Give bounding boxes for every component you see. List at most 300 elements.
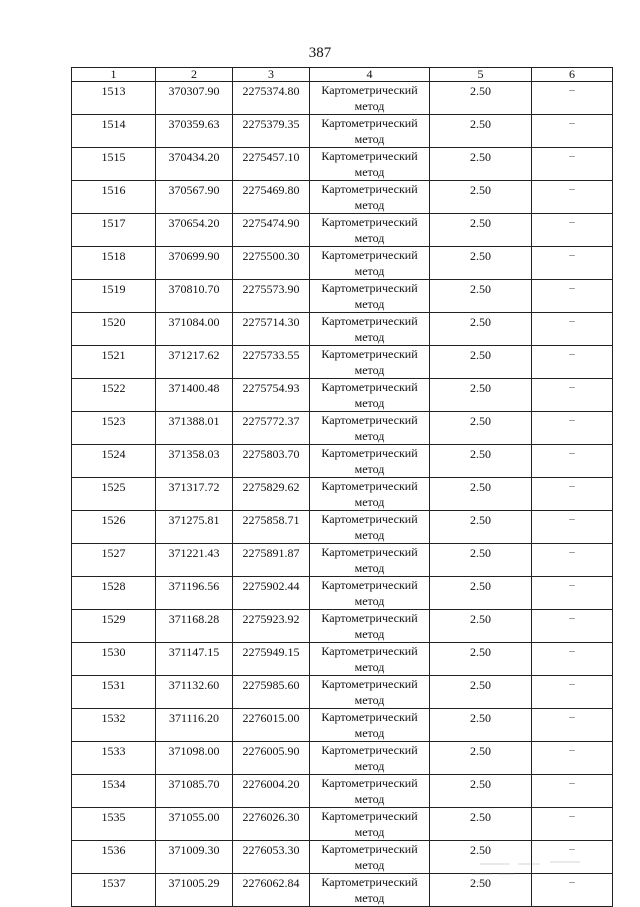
method-line-2: метод: [354, 825, 385, 839]
table-row: [72, 412, 613, 445]
method-line-1: Картометрический: [321, 512, 418, 526]
cell-note: [532, 478, 613, 511]
cell-note-text: –: [569, 612, 575, 624]
cell-point-number: [72, 181, 156, 214]
cell-x-coordinate-text: 370810.70: [168, 282, 220, 296]
cell-point-number-text: 1516: [101, 183, 126, 197]
cell-method: [310, 445, 430, 478]
cell-point-number: [72, 577, 156, 610]
cell-x-coordinate: [156, 313, 233, 346]
cell-x-coordinate: [156, 346, 233, 379]
cell-point-number-text: 1534: [101, 777, 126, 791]
cell-note: [532, 808, 613, 841]
cell-error-text: 2.50: [470, 282, 491, 296]
method-line-1: Картометрический: [321, 149, 418, 163]
cell-point-number-text: 1526: [101, 513, 126, 527]
cell-x-coordinate: [156, 610, 233, 643]
method-line-2: метод: [354, 528, 385, 542]
method-line-1: Картометрический: [321, 710, 418, 724]
cell-y-coordinate-text: 2275803.70: [242, 447, 300, 461]
cell-note-text: –: [569, 381, 575, 393]
cell-note: [532, 313, 613, 346]
cell-point-number-text: 1525: [101, 480, 126, 494]
cell-error: [430, 82, 532, 115]
header-cell-y: 3: [233, 68, 310, 82]
cell-x-coordinate: [156, 775, 233, 808]
cell-y-coordinate-text: 2275772.37: [242, 414, 300, 428]
cell-note-text: –: [569, 150, 575, 162]
cell-point-number-text: 1521: [101, 348, 126, 362]
method-line-2: метод: [354, 363, 385, 377]
cell-x-coordinate-text: 371388.01: [168, 414, 220, 428]
cell-point-number: [72, 709, 156, 742]
cell-point-number: [72, 148, 156, 181]
table-row: [72, 709, 613, 742]
cell-x-coordinate-text: 370654.20: [168, 216, 220, 230]
cell-point-number: [72, 610, 156, 643]
method-line-1: Картометрический: [321, 644, 418, 658]
table-row: [72, 214, 613, 247]
cell-x-coordinate-text: 371317.72: [168, 480, 220, 494]
table-row: [72, 676, 613, 709]
header-cell-method: 4: [310, 68, 430, 82]
cell-point-number-text: 1517: [101, 216, 126, 230]
cell-point-number-text: 1514: [101, 117, 126, 131]
cell-method: [310, 379, 430, 412]
method-line-1: Картометрический: [321, 578, 418, 592]
cell-y-coordinate: [233, 445, 310, 478]
cell-x-coordinate: [156, 82, 233, 115]
cell-x-coordinate: [156, 511, 233, 544]
cell-x-coordinate: [156, 544, 233, 577]
cell-point-number: [72, 544, 156, 577]
cell-point-number: [72, 676, 156, 709]
cell-method: [310, 841, 430, 874]
header-cell-x: 2: [156, 68, 233, 82]
cell-point-number: [72, 841, 156, 874]
cell-error-text: 2.50: [470, 381, 491, 395]
cell-y-coordinate: [233, 643, 310, 676]
cell-y-coordinate: [233, 313, 310, 346]
method-line-2: метод: [354, 396, 385, 410]
cell-note-text: –: [569, 282, 575, 294]
cell-error-text: 2.50: [470, 678, 491, 692]
cell-error: [430, 214, 532, 247]
header-cell-point-number: 1: [72, 68, 156, 82]
cell-error: [430, 280, 532, 313]
cell-error-text: 2.50: [470, 414, 491, 428]
method-line-1: Картометрический: [321, 875, 418, 889]
cell-note-text: –: [569, 348, 575, 360]
cell-note-text: –: [569, 711, 575, 723]
method-line-1: Картометрический: [321, 182, 418, 196]
table-row: [72, 742, 613, 775]
table-row: [72, 379, 613, 412]
cell-x-coordinate: [156, 445, 233, 478]
cell-error: [430, 478, 532, 511]
cell-error: [430, 379, 532, 412]
cell-y-coordinate-text: 2275733.55: [242, 348, 300, 362]
method-line-2: метод: [354, 891, 385, 905]
cell-error: [430, 511, 532, 544]
table-row: [72, 280, 613, 313]
method-line-1: Картометрический: [321, 842, 418, 856]
cell-x-coordinate-text: 370699.90: [168, 249, 220, 263]
cell-method: [310, 610, 430, 643]
cell-x-coordinate: [156, 412, 233, 445]
method-line-2: метод: [354, 132, 385, 146]
cell-note-text: –: [569, 546, 575, 558]
method-line-2: метод: [354, 297, 385, 311]
cell-method: [310, 280, 430, 313]
cell-note-text: –: [569, 843, 575, 855]
cell-point-number: [72, 643, 156, 676]
cell-method: [310, 742, 430, 775]
cell-y-coordinate-text: 2276005.90: [242, 744, 300, 758]
cell-method: [310, 214, 430, 247]
cell-y-coordinate-text: 2276026.30: [242, 810, 300, 824]
cell-y-coordinate: [233, 808, 310, 841]
cell-x-coordinate: [156, 841, 233, 874]
cell-y-coordinate: [233, 280, 310, 313]
method-line-2: метод: [354, 627, 385, 641]
cell-x-coordinate-text: 370307.90: [168, 84, 220, 98]
table-row: [72, 610, 613, 643]
cell-y-coordinate: [233, 148, 310, 181]
cell-method: [310, 643, 430, 676]
cell-x-coordinate-text: 371221.43: [168, 546, 220, 560]
cell-error: [430, 643, 532, 676]
method-line-2: метод: [354, 594, 385, 608]
cell-point-number-text: 1527: [101, 546, 126, 560]
cell-point-number: [72, 115, 156, 148]
faint-stamp-marks: [470, 858, 590, 888]
method-line-2: метод: [354, 330, 385, 344]
method-line-2: метод: [354, 429, 385, 443]
cell-y-coordinate: [233, 709, 310, 742]
method-line-1: Картометрический: [321, 314, 418, 328]
cell-x-coordinate-text: 370434.20: [168, 150, 220, 164]
cell-note-text: –: [569, 315, 575, 327]
cell-error-text: 2.50: [470, 876, 491, 890]
cell-point-number: [72, 478, 156, 511]
cell-x-coordinate-text: 370567.90: [168, 183, 220, 197]
method-line-1: Картометрический: [321, 215, 418, 229]
method-line-2: метод: [354, 858, 385, 872]
cell-point-number-text: 1536: [101, 843, 126, 857]
method-line-1: Картометрический: [321, 83, 418, 97]
cell-x-coordinate: [156, 577, 233, 610]
cell-point-number-text: 1515: [101, 150, 126, 164]
cell-y-coordinate: [233, 82, 310, 115]
cell-note-text: –: [569, 579, 575, 591]
cell-point-number-text: 1533: [101, 744, 126, 758]
method-line-2: метод: [354, 759, 385, 773]
cell-point-number-text: 1530: [101, 645, 126, 659]
cell-x-coordinate-text: 371132.60: [168, 678, 220, 692]
method-line-2: метод: [354, 264, 385, 278]
method-line-2: метод: [354, 792, 385, 806]
cell-note: [532, 544, 613, 577]
cell-error: [430, 247, 532, 280]
cell-x-coordinate-text: 371275.81: [168, 513, 220, 527]
method-line-1: Картометрический: [321, 611, 418, 625]
cell-error-text: 2.50: [470, 249, 491, 263]
method-line-1: Картометрический: [321, 281, 418, 295]
cell-y-coordinate-text: 2275754.93: [242, 381, 300, 395]
cell-error: [430, 313, 532, 346]
cell-note: [532, 511, 613, 544]
cell-method: [310, 676, 430, 709]
cell-y-coordinate: [233, 577, 310, 610]
cell-error-text: 2.50: [470, 546, 491, 560]
cell-x-coordinate-text: 370359.63: [168, 117, 220, 131]
table-row: [72, 544, 613, 577]
cell-x-coordinate-text: 371009.30: [168, 843, 220, 857]
cell-error-text: 2.50: [470, 150, 491, 164]
cell-note: [532, 280, 613, 313]
cell-y-coordinate-text: 2276004.20: [242, 777, 300, 791]
cell-note: [532, 412, 613, 445]
cell-note: [532, 346, 613, 379]
cell-method: [310, 313, 430, 346]
cell-error-text: 2.50: [470, 777, 491, 791]
table-row: [72, 247, 613, 280]
cell-note: [532, 577, 613, 610]
cell-note: [532, 775, 613, 808]
method-line-1: Картометрический: [321, 413, 418, 427]
header-cell-error: 5: [430, 68, 532, 82]
cell-error-text: 2.50: [470, 645, 491, 659]
cell-y-coordinate-text: 2275949.15: [242, 645, 300, 659]
cell-y-coordinate-text: 2275985.60: [242, 678, 300, 692]
cell-note-text: –: [569, 810, 575, 822]
cell-x-coordinate: [156, 148, 233, 181]
cell-note: [532, 610, 613, 643]
cell-y-coordinate: [233, 346, 310, 379]
cell-method: [310, 346, 430, 379]
cell-point-number-text: 1513: [101, 84, 126, 98]
cell-y-coordinate: [233, 247, 310, 280]
method-line-1: Картометрический: [321, 743, 418, 757]
table-row: [72, 313, 613, 346]
method-line-1: Картометрический: [321, 677, 418, 691]
cell-y-coordinate-text: 2275891.87: [242, 546, 300, 560]
cell-point-number: [72, 445, 156, 478]
cell-y-coordinate: [233, 115, 310, 148]
cell-x-coordinate-text: 371116.20: [168, 711, 220, 725]
cell-method: [310, 808, 430, 841]
cell-x-coordinate: [156, 214, 233, 247]
cell-y-coordinate-text: 2276015.00: [242, 711, 300, 725]
cell-x-coordinate: [156, 379, 233, 412]
cell-x-coordinate-text: 371196.56: [168, 579, 220, 593]
cell-error: [430, 742, 532, 775]
cell-point-number: [72, 214, 156, 247]
cell-point-number-text: 1531: [101, 678, 126, 692]
cell-point-number: [72, 775, 156, 808]
cell-note-text: –: [569, 414, 575, 426]
cell-point-number: [72, 808, 156, 841]
table-row: [72, 346, 613, 379]
cell-y-coordinate-text: 2276053.30: [242, 843, 300, 857]
cell-x-coordinate-text: 371005.29: [168, 876, 220, 890]
cell-x-coordinate: [156, 742, 233, 775]
cell-error: [430, 775, 532, 808]
cell-error-text: 2.50: [470, 843, 491, 857]
cell-point-number-text: 1523: [101, 414, 126, 428]
cell-x-coordinate: [156, 115, 233, 148]
cell-note-text: –: [569, 744, 575, 756]
cell-x-coordinate-text: 371147.15: [168, 645, 220, 659]
cell-y-coordinate-text: 2275500.30: [242, 249, 300, 263]
cell-point-number-text: 1532: [101, 711, 126, 725]
cell-y-coordinate: [233, 544, 310, 577]
cell-x-coordinate-text: 371217.62: [168, 348, 220, 362]
cell-x-coordinate: [156, 676, 233, 709]
method-line-2: метод: [354, 198, 385, 212]
method-line-2: метод: [354, 462, 385, 476]
cell-x-coordinate-text: 371168.28: [168, 612, 220, 626]
method-line-2: метод: [354, 231, 385, 245]
cell-note: [532, 214, 613, 247]
cell-y-coordinate: [233, 742, 310, 775]
cell-note-text: –: [569, 777, 575, 789]
method-line-2: метод: [354, 165, 385, 179]
cell-error: [430, 676, 532, 709]
cell-note: [532, 181, 613, 214]
cell-error: [430, 544, 532, 577]
cell-point-number-text: 1528: [101, 579, 126, 593]
cell-y-coordinate-text: 2275573.90: [242, 282, 300, 296]
cell-method: [310, 511, 430, 544]
cell-y-coordinate-text: 2275374.80: [242, 84, 300, 98]
cell-error-text: 2.50: [470, 612, 491, 626]
cell-x-coordinate: [156, 808, 233, 841]
cell-point-number: [72, 247, 156, 280]
cell-method: [310, 775, 430, 808]
cell-error-text: 2.50: [470, 84, 491, 98]
cell-error-text: 2.50: [470, 117, 491, 131]
cell-error-text: 2.50: [470, 315, 491, 329]
cell-x-coordinate: [156, 478, 233, 511]
header-cell-note: 6: [532, 68, 613, 82]
cell-error-text: 2.50: [470, 513, 491, 527]
cell-y-coordinate: [233, 610, 310, 643]
cell-y-coordinate: [233, 379, 310, 412]
cell-point-number-text: 1520: [101, 315, 126, 329]
cell-error: [430, 346, 532, 379]
cell-y-coordinate-text: 2275379.35: [242, 117, 300, 131]
table-row: [72, 478, 613, 511]
cell-error: [430, 115, 532, 148]
header-row: [72, 68, 613, 82]
cell-x-coordinate-text: 371055.00: [168, 810, 220, 824]
table-row: [72, 148, 613, 181]
cell-note-text: –: [569, 447, 575, 459]
cell-note: [532, 247, 613, 280]
cell-note-text: –: [569, 249, 575, 261]
table-row: [72, 808, 613, 841]
cell-error-text: 2.50: [470, 216, 491, 230]
cell-error: [430, 709, 532, 742]
cell-error-text: 2.50: [470, 810, 491, 824]
cell-y-coordinate: [233, 775, 310, 808]
cell-y-coordinate: [233, 181, 310, 214]
method-line-1: Картометрический: [321, 116, 418, 130]
table-row: [72, 577, 613, 610]
cell-note: [532, 115, 613, 148]
cell-y-coordinate: [233, 841, 310, 874]
cell-point-number: [72, 742, 156, 775]
table-header: [72, 68, 613, 82]
cell-note: [532, 379, 613, 412]
cell-error-text: 2.50: [470, 579, 491, 593]
cell-point-number: [72, 313, 156, 346]
cell-y-coordinate: [233, 412, 310, 445]
cell-y-coordinate-text: 2275902.44: [242, 579, 300, 593]
table-body: [72, 82, 613, 907]
cell-x-coordinate-text: 371085.70: [168, 777, 220, 791]
cell-x-coordinate-text: 371358.03: [168, 447, 220, 461]
cell-error-text: 2.50: [470, 447, 491, 461]
method-line-1: Картометрический: [321, 545, 418, 559]
cell-x-coordinate: [156, 181, 233, 214]
cell-y-coordinate-text: 2275829.62: [242, 480, 300, 494]
cell-method: [310, 412, 430, 445]
cell-point-number-text: 1522: [101, 381, 126, 395]
cell-point-number-text: 1529: [101, 612, 126, 626]
table-row: [72, 82, 613, 115]
cell-y-coordinate: [233, 511, 310, 544]
cell-note: [532, 148, 613, 181]
cell-method: [310, 709, 430, 742]
cell-point-number: [72, 874, 156, 907]
cell-note-text: –: [569, 183, 575, 195]
table-row: [72, 775, 613, 808]
cell-note: [532, 82, 613, 115]
cell-note: [532, 742, 613, 775]
cell-point-number: [72, 511, 156, 544]
cell-note-text: –: [569, 117, 575, 129]
cell-y-coordinate-text: 2275714.30: [242, 315, 300, 329]
table-row: [72, 445, 613, 478]
cell-note: [532, 643, 613, 676]
cell-method: [310, 82, 430, 115]
cell-note-text: –: [569, 645, 575, 657]
cell-note: [532, 445, 613, 478]
cell-y-coordinate-text: 2275469.80: [242, 183, 300, 197]
cell-x-coordinate: [156, 874, 233, 907]
cell-point-number: [72, 346, 156, 379]
table-row: [72, 181, 613, 214]
cell-method: [310, 181, 430, 214]
cell-note-text: –: [569, 216, 575, 228]
cell-error: [430, 577, 532, 610]
cell-error: [430, 445, 532, 478]
coordinates-table: [71, 67, 613, 907]
cell-x-coordinate: [156, 643, 233, 676]
cell-point-number-text: 1519: [101, 282, 126, 296]
table-row: [72, 643, 613, 676]
cell-method: [310, 115, 430, 148]
method-line-1: Картометрический: [321, 809, 418, 823]
method-line-2: метод: [354, 495, 385, 509]
cell-y-coordinate: [233, 676, 310, 709]
cell-error: [430, 610, 532, 643]
page-number: 387: [308, 45, 332, 61]
method-line-2: метод: [354, 99, 385, 113]
